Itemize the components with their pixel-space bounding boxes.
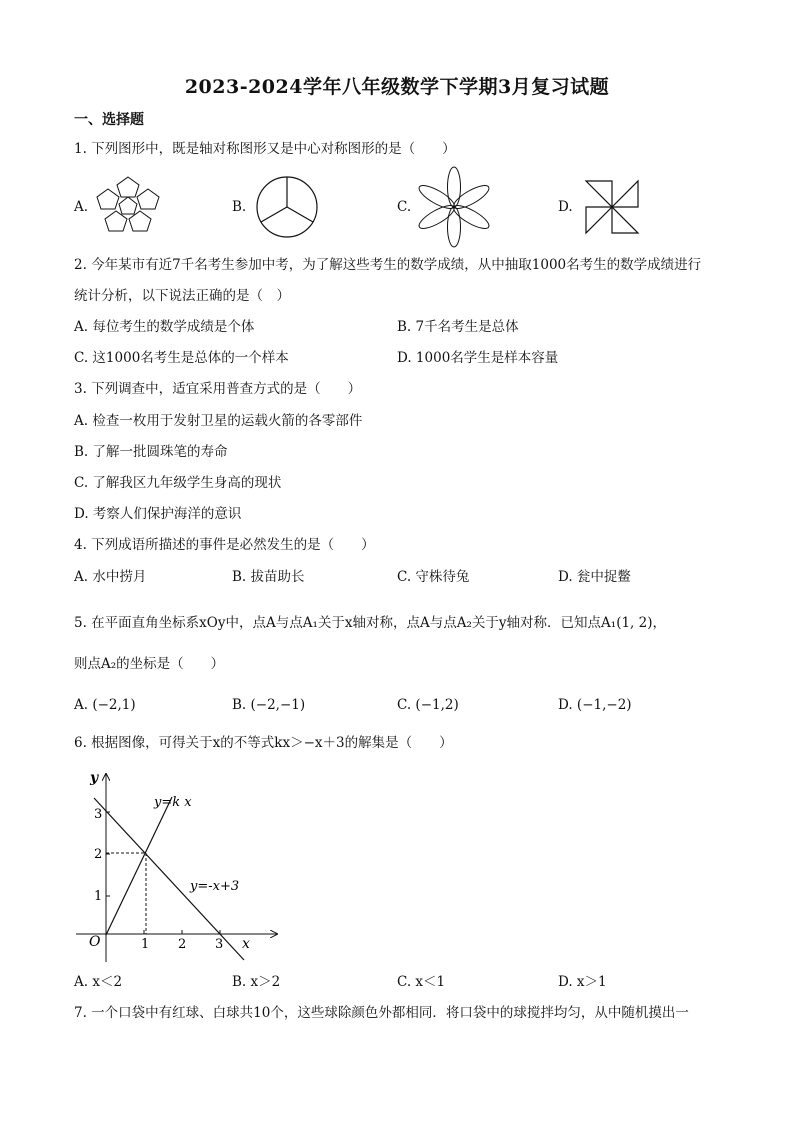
q2-option-a[interactable]: A. 每位考生的数学成绩是个体 — [74, 319, 255, 335]
q5-option-c[interactable]: C. (−1,2) — [397, 697, 459, 713]
x-tick-2: 2 — [178, 937, 187, 952]
q1-option-b[interactable]: B. — [232, 175, 332, 240]
question-5-stem-line2: 则点A₂的坐标是（ ） — [74, 656, 225, 672]
question-4-stem: 4. 下列成语所描述的事件是必然发生的是（ ） — [74, 537, 375, 553]
q2-option-c[interactable]: C. 这1000名考生是总体的一个样本 — [74, 350, 289, 366]
q4-option-a[interactable]: A. 水中捞月 — [74, 569, 147, 585]
line2-label: y=-x+3 — [190, 879, 240, 894]
q3-option-d[interactable]: D. 考察人们保护海洋的意识 — [74, 506, 242, 522]
q1-option-d[interactable]: D. — [558, 175, 658, 240]
origin-label: O — [89, 934, 101, 950]
q4-option-c[interactable]: C. 守株待兔 — [397, 569, 470, 585]
q3-option-b[interactable]: B. 了解一批圆珠笔的寿命 — [74, 444, 228, 460]
circle-three-sectors-icon — [254, 175, 320, 239]
x-axis-label: x — [242, 936, 250, 952]
q6-option-d[interactable]: D. x＞1 — [558, 974, 607, 990]
q2-option-d[interactable]: D. 1000名学生是样本容量 — [397, 350, 559, 366]
y-tick-2: 2 — [94, 847, 103, 862]
q6-option-c[interactable]: C. x＜1 — [397, 974, 446, 990]
question-7-stem: 7. 一个口袋中有红球、白球共10个，这些球除颜色外都相同．将口袋中的球搅拌均匀，从中随机摸出一 — [74, 1005, 689, 1021]
q6-function-graph — [72, 762, 282, 967]
six-petal-flower-icon — [417, 165, 491, 249]
q3-option-a[interactable]: A. 检查一枚用于发射卫星的运载火箭的各零部件 — [74, 413, 363, 429]
pinwheel-icon — [582, 177, 642, 237]
x-tick-1: 1 — [141, 937, 150, 952]
question-2-stem-line1: 2. 今年某市有近7千名考生参加中考，为了解这些考生的数学成绩，从中抽取1000名考生的数学成绩进行 — [74, 257, 702, 273]
question-2-stem-line2: 统计分析，以下说法正确的是（ ） — [74, 288, 290, 304]
line-y-kx — [106, 797, 172, 935]
y-tick-3: 3 — [94, 807, 103, 822]
q6-option-b[interactable]: B. x＞2 — [232, 974, 281, 990]
line1-label: y=k x — [154, 795, 192, 810]
y-axis-label: y — [90, 770, 99, 786]
y-tick-1: 1 — [94, 889, 103, 904]
q5-option-b[interactable]: B. (−2,−1) — [232, 697, 306, 713]
pentagon-cluster-icon — [94, 175, 162, 240]
q3-option-c[interactable]: C. 了解我区九年级学生身高的现状 — [74, 475, 282, 491]
q1-option-c[interactable]: C. — [397, 165, 497, 250]
question-5-stem-line1: 5. 在平面直角坐标系xOy中，点A与点A₁关于x轴对称，点A与点A₂关于y轴对称．已知点A₁(1, 2)， — [74, 615, 666, 631]
q6-option-a[interactable]: A. x＜2 — [74, 974, 123, 990]
question-1-stem: 1. 下列图形中，既是轴对称图形又是中心对称图形的是（ ） — [74, 141, 456, 157]
question-6-stem: 6. 根据图像，可得关于x的不等式kx＞−x＋3的解集是（ ） — [74, 735, 453, 751]
q2-option-b[interactable]: B. 7千名考生是总体 — [397, 319, 519, 335]
question-3-stem: 3. 下列调查中，适宜采用普查方式的是（ ） — [74, 381, 362, 397]
section-heading: 一、选择题 — [74, 112, 144, 128]
q5-option-d[interactable]: D. (−1,−2) — [558, 697, 632, 713]
q4-option-d[interactable]: D. 瓮中捉鳖 — [558, 569, 631, 585]
x-tick-3: 3 — [215, 937, 224, 952]
page-title: 2023-2024学年八年级数学下学期3月复习试题 — [184, 76, 610, 98]
q5-option-a[interactable]: A. (−2,1) — [74, 697, 136, 713]
q4-option-b[interactable]: B. 拔苗助长 — [232, 569, 305, 585]
q1-option-a[interactable]: A. — [74, 175, 164, 240]
